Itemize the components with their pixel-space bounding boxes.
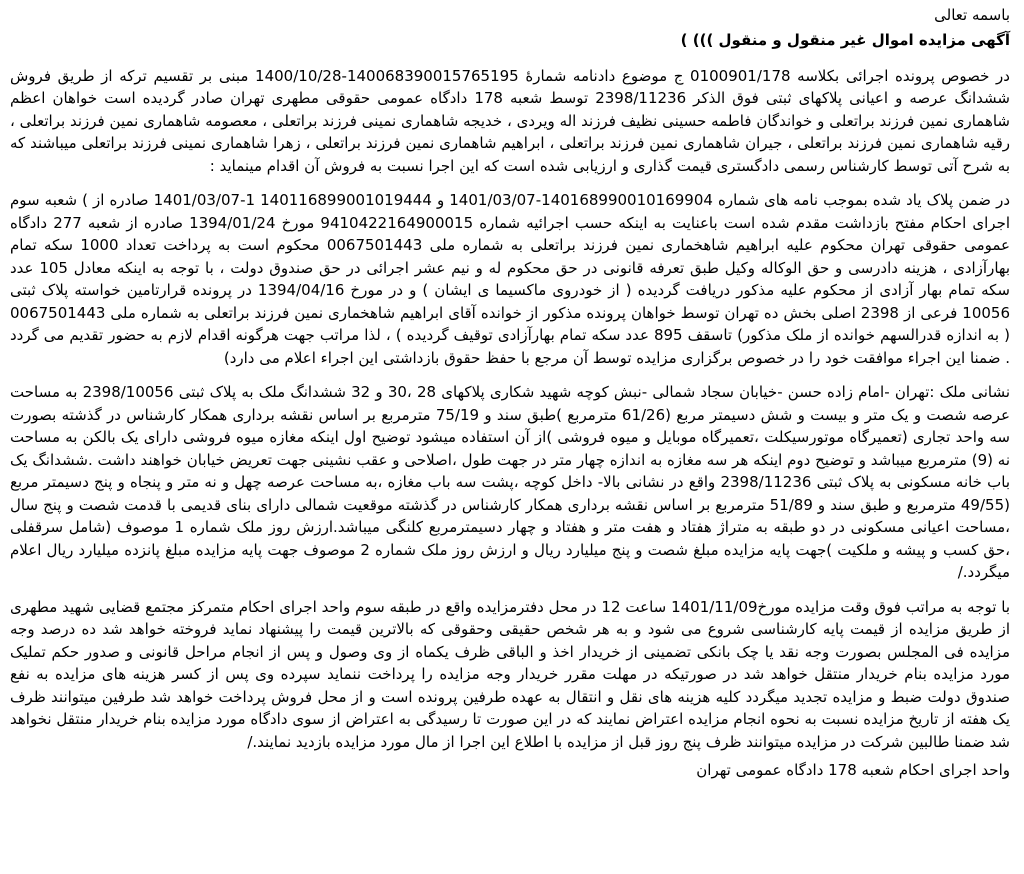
invocation-line: باسمه تعالی bbox=[934, 6, 1010, 24]
paragraph-attachment-details: در ضمن پلاک یاد شده بموجب نامه های شماره 140168990010169904-1401/03/07 و 140116899001019444 1-1401/03/07 صادره از ) شعبه سوم اجرای احکام مفتح بازداشت مقدم شده است باعنایت به اینکه حسب اجرائیه شماره 9410422164900015 مورخ 1394/01/24 صادره از شعبه 277 دادگاه عمومی حقوقی تهران محکوم علیه ابراهیم شاهخماری نمین فرزند براتعلی به شماره ملی 0067501443 محکوم است به پرداخت تعداد 1000 سکه تمام بهارآزادی ، هزینه دادرسی و حق الوکاله وکیل طبق تعرفه قانونی در حق محکوم له و نیم عشر اجرائی در حق صندوق دولت ، با توجه به اینکه معادل 105 عدد سکه تمام بهار آزادی از محکوم علیه مذکور دریافت گردیده ( از خودروی ماکسیما ی ایشان ) و در مورخ 1394/04/16 در پرونده قرارتامین خواسته پلاک ثبتی 10056 فرعی از 2398 اصلی بخش ده تهران توسط خواهان پرونده مذکور از خوانده آقای ابراهیم شاهخماری نمین فرزند براتعلی به شماره ملی 0067501443 ( به اندازه قدرالسهم خوانده از ملک مذکور) تاسقف 895 عدد سکه تمام بهارآزادی توقیف گردیده ) ، لذا مراتب جهت هرگونه اقدام لازم به حضور تقدیم می گردد . ضمنا این اجراء موافقت خود را در خصوص برگزاری مزایده توسط آن مرجع با حفظ حقوق بازداشتی این اجراء اعلام می دارد) bbox=[10, 191, 1011, 367]
paragraph-case-details: در خصوص پرونده اجرائی بکلاسه 0100901/178 ج موضوع دادنامه شمارۀ 140068390015765195-1400/10/28 مبنی بر تقسیم ترکه از طریق فروش ششدانگ عرصه و اعیانی پلاکهای ثبتی فوق الذکر 2398/11236 توسط شعبه 178 دادگاه عمومی حقوقی مطهری تهران صادر گردیده است خواهان اعظم شاهماری نمین فرزند براتعلی و خواندگان فاطمه حسینی نظیف فرزند اله ویردی ، خدیجه شاهماری نمینی فرزند براتعلی ، معصومه شاهماری نمین فرزند براتعلی ، رقیه شاهماری نمین فرزند براتعلی ، جیران شاهماری نمین فرزند براتعلی ، ابراهیم شاهماری نمین فرزند براتعلی ، زهرا شاهماری نمینی فرزند براتعلی میباشند که به شرح آتی توسط کارشناس رسمی دادگستری قیمت گذاری و ارزیابی شده است که این اجرا نسبت به فروش آن اقدام مینماید : bbox=[10, 66, 1011, 175]
paragraph-auction-terms: با توجه به مراتب فوق وقت مزایده مورخ1401/11/09 ساعت 12 در محل دفترمزایده واقع در طبقه سوم واحد اجرای احکام متمرکز مجتمع قضایی شهید مطهری از طریق مزایده از قیمت پایه کارشناسی شروع می شود و به هر شخص حقیقی وحقوقی که بالاترین قیمت را پیشنهاد نماید فروخته خواهد شد ده درصد وجه مزایده فی المجلس بصورت وجه نقد یا چک بانکی تضمینی از خریدار اخذ و الباقی ظرف یکماه از وی وصول و پس از انجام مراحل قانونی و صدور حکم تملیک مورد مزایده بنام خریدار منتقل خواهد شد در صورتیکه در مهلت مقرر خریدار وجه مزایده را پرداخت ننماید سپرده وی پس از کسر هزینه های مزایده به نفع صندوق دولت ضبط و مزایده تجدید میگردد کلیه هزینه های نقل و انتقال به عهده طرفین پرونده است و از محل فروش پرداخت خواهد شد طرفین میتوانند ظرف یک هفته از تاریخ مزایده نسبت به نحوه انجام مزایده اعتراض نمایند که در این صورت تا رسیدگی به اعتراض از سوی دادگاه مورد مزایده بنام خریدار منتقل نخواهد شد ضمنا طالبین شرکت در مزایده میتوانند ظرف پنج روز قبل از مزایده با اطلاع این اجرا از مال مورد مزایده بازدید نمایند./ bbox=[10, 597, 1010, 751]
paragraph-property-description: نشانی ملک :تهران -امام زاده حسن -خیابان سجاد شمالی -نبش کوچه شهید شکاری پلاکهای 28 ،30 و 32 ششدانگ ملک به پلاک ثبتی 2398/10056 به مساحت عرصه شصت و یک متر و بیست و شش دسیمتر مربع (61/26 مترمربع )طبق سند و 75/19 مترمربع بر اساس نقشه برداری همکار کارشناس در گذشته بصورت سه واحد تجاری (تعمیرگاه موتورسیکلت ،تعمیرگاه موبایل و میوه فروشی )از آن استفاده میشود توضیح اول اینکه مغازه میوه فروشی دارای یک بالکن به مساحت نه (9) مترمربع میباشد و توضیح دوم اینکه هر سه مغازه به اندازه چهار متر در جهت طول ،اصلاحی و عقب نشینی جهت تعریض خیابان خواهند داشت .ششدانگ یک باب خانه مسکونی به پلاک ثبتی 2398/11236 واقع در نشانی بالا- داخل کوچه ،پشت سه باب مغازه ،به مساحت عرصه چهل و نه متر و پنجاه و پنج دسیمتر مربع (49/55 مترمربع و طبق سند و 51/89 مترمربع بر اساس نقشه برداری همکار کارشناس در گذشته موقعیت شمالی دارای بنای قدیمی با قدمت شصت و پنج سال ،مساحت اعیانی مسکونی در دو طبقه به متراژ هفتاد و هفت متر و هفتاد و چهار دسیمترمربع کلنگی میباشد.ارزش روز ملک شماره 1 موصوف (شامل سرقفلی ،حق کسب و پیشه و ملکیت )جهت پایه مزایده مبلغ شصت و پنج میلیارد ریال و ارزش روز ملک شماره 2 موصوف جهت پایه مزایده مبلغ پانزده میلیارد ریال اعلام میگردد./ bbox=[10, 383, 1011, 581]
notice-title: آگهی مزایده اموال غیر منقول و منقول ))) ) bbox=[680, 30, 1010, 49]
issuing-authority-signature: واحد اجرای احکام شعبه 178 دادگاه عمومی تهران bbox=[696, 761, 1010, 779]
